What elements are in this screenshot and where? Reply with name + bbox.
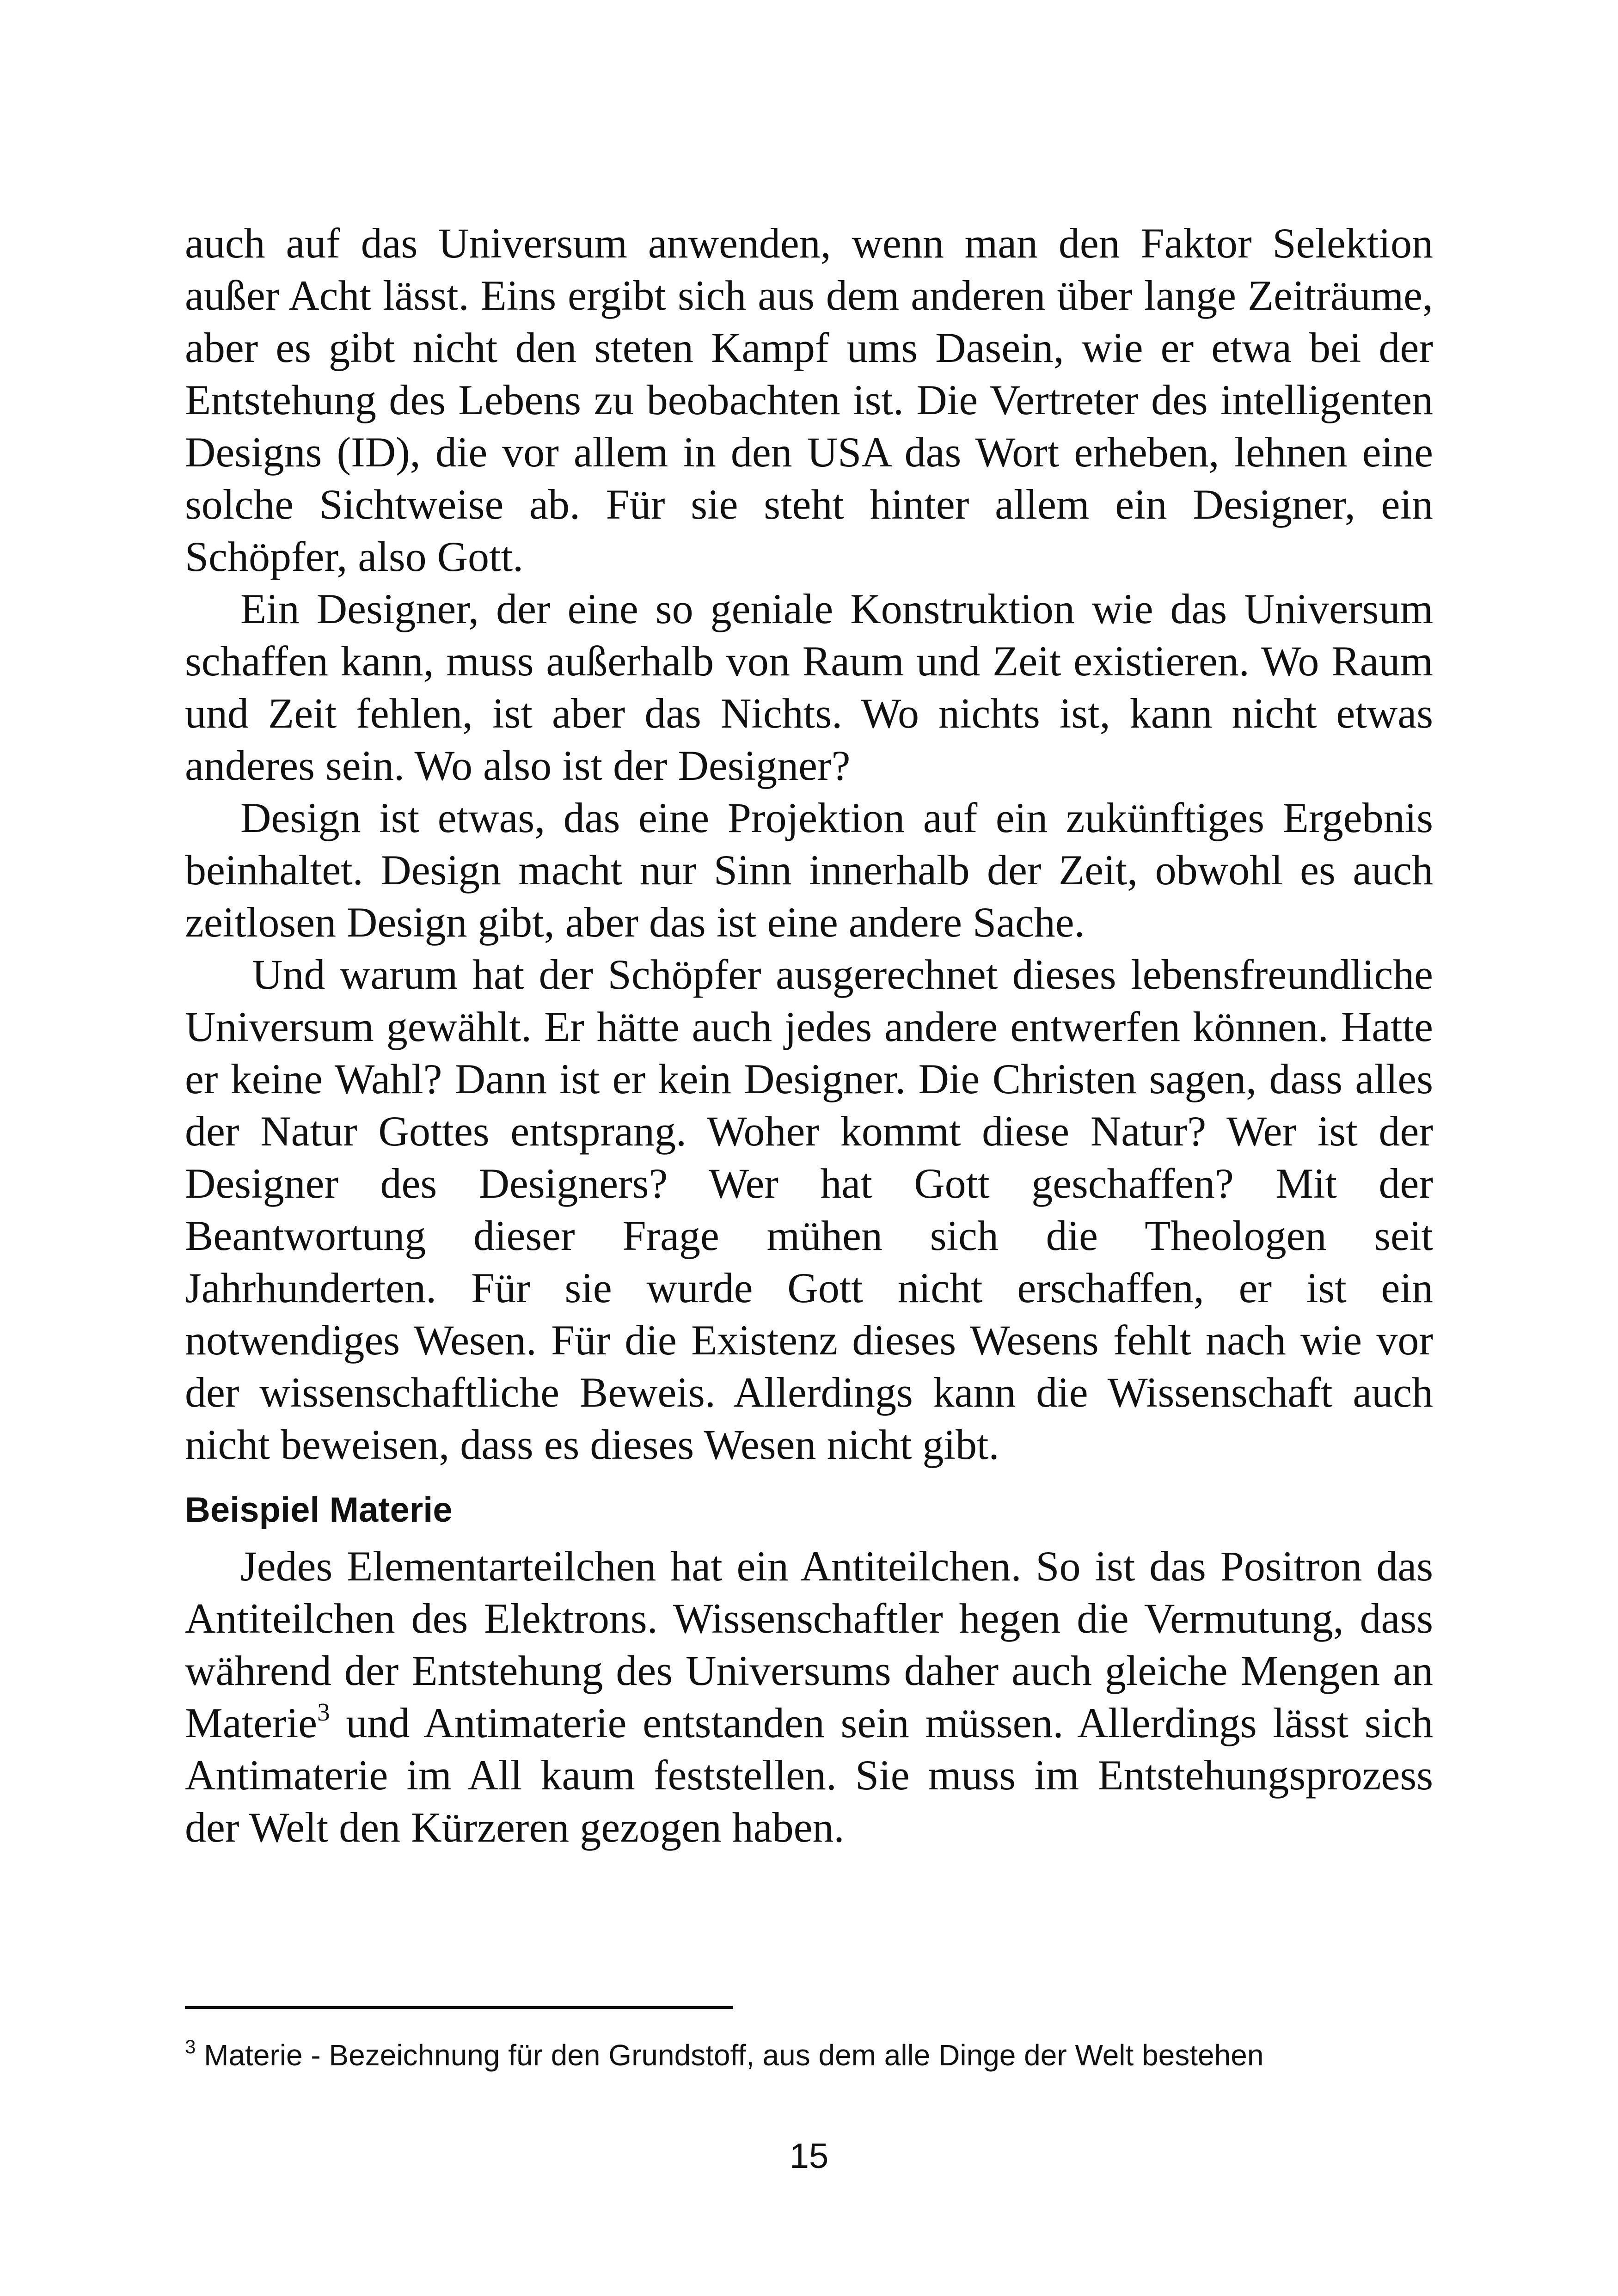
footnote-reference: 3	[317, 1698, 330, 1726]
page-number: 15	[789, 2137, 829, 2176]
paragraph-2: Ein Designer, der eine so geniale Konstruktion wie das Universum schaffen kann, muss außerhalb von Raum und Zeit existieren. Wo Raum und Zeit fehlen, ist aber das Nichts. Wo nichts ist, kann nicht etwas anderes sein. Wo also ist der Designer?	[185, 585, 1433, 789]
paragraph-5	[185, 1540, 1433, 1854]
paragraph-1: auch auf das Universum anwenden, wenn man den Faktor Selektion außer Acht lässt. Eins ergibt sich aus dem anderen über lange Zeiträume, aber es gibt nicht den steten Kampf ums Dasein, wie er etwa bei der Entstehung des Lebens zu beobachten ist. Die Vertreter des intelligenten Designs (ID), die vor allem in den USA das Wort erheben, lehnen eine solche Sichtweise ab. Für sie steht hinter allem ein Designer, ein Schöpfer, also Gott.	[185, 220, 1433, 580]
section-heading: Beispiel Materie	[185, 1490, 453, 1530]
footnote	[185, 2034, 1433, 2076]
paragraph-4: Und warum hat der Schöpfer ausgerechnet dieses lebensfreundliche Universum gewählt. Er hätte auch jedes andere entwerfen können. Hatte er keine Wahl? Dann ist er kein Designer. Die Christen sagen, dass alles der Natur Gottes entsprang. Woher kommt diese Natur? Wer ist der Designer des Designers? Wer hat Gott geschaffen? Mit der Beantwortung dieser Frage mühen sich die Theologen seit Jahrhunderten. Für sie wurde Gott nicht erschaffen, er ist ein notwendiges Wesen. Für die Existenz dieses Wesens fehlt nach wie vor der wissenschaftliche Beweis. Allerdings kann die Wissenschaft auch nicht beweisen, dass es dieses Wesen nicht gibt.	[185, 951, 1433, 1468]
footnote-divider	[185, 2006, 733, 2009]
footnote-text: Materie - Bezeichnung für den Grundstoff, aus dem alle Dinge der Welt bestehen	[196, 2039, 1264, 2072]
main-text	[185, 217, 1433, 1854]
paragraph-5-text-before: Jedes Elementarteilchen hat ein Antiteilchen. So ist das Positron das Antiteilchen des Elektrons. Wissenschaftler hegen die Vermutung, dass während der Entstehung des Universums daher auch gleiche Mengen an Materie	[185, 1543, 1433, 1746]
paragraph-5-text-after: und Antimaterie entstanden sein müssen. Allerdings lässt sich Antimaterie im All kaum feststellen. Sie muss im Entstehungsprozess der Welt den Kürzeren gezogen haben.	[185, 1699, 1433, 1851]
footnote-marker: 3	[185, 2036, 196, 2057]
paragraph-3: Design ist etwas, das eine Projektion auf ein zukünftiges Ergebnis beinhaltet. Design macht nur Sinn innerhalb der Zeit, obwohl es auch zeitlosen Design gibt, aber das ist eine andere Sache.	[185, 794, 1433, 946]
